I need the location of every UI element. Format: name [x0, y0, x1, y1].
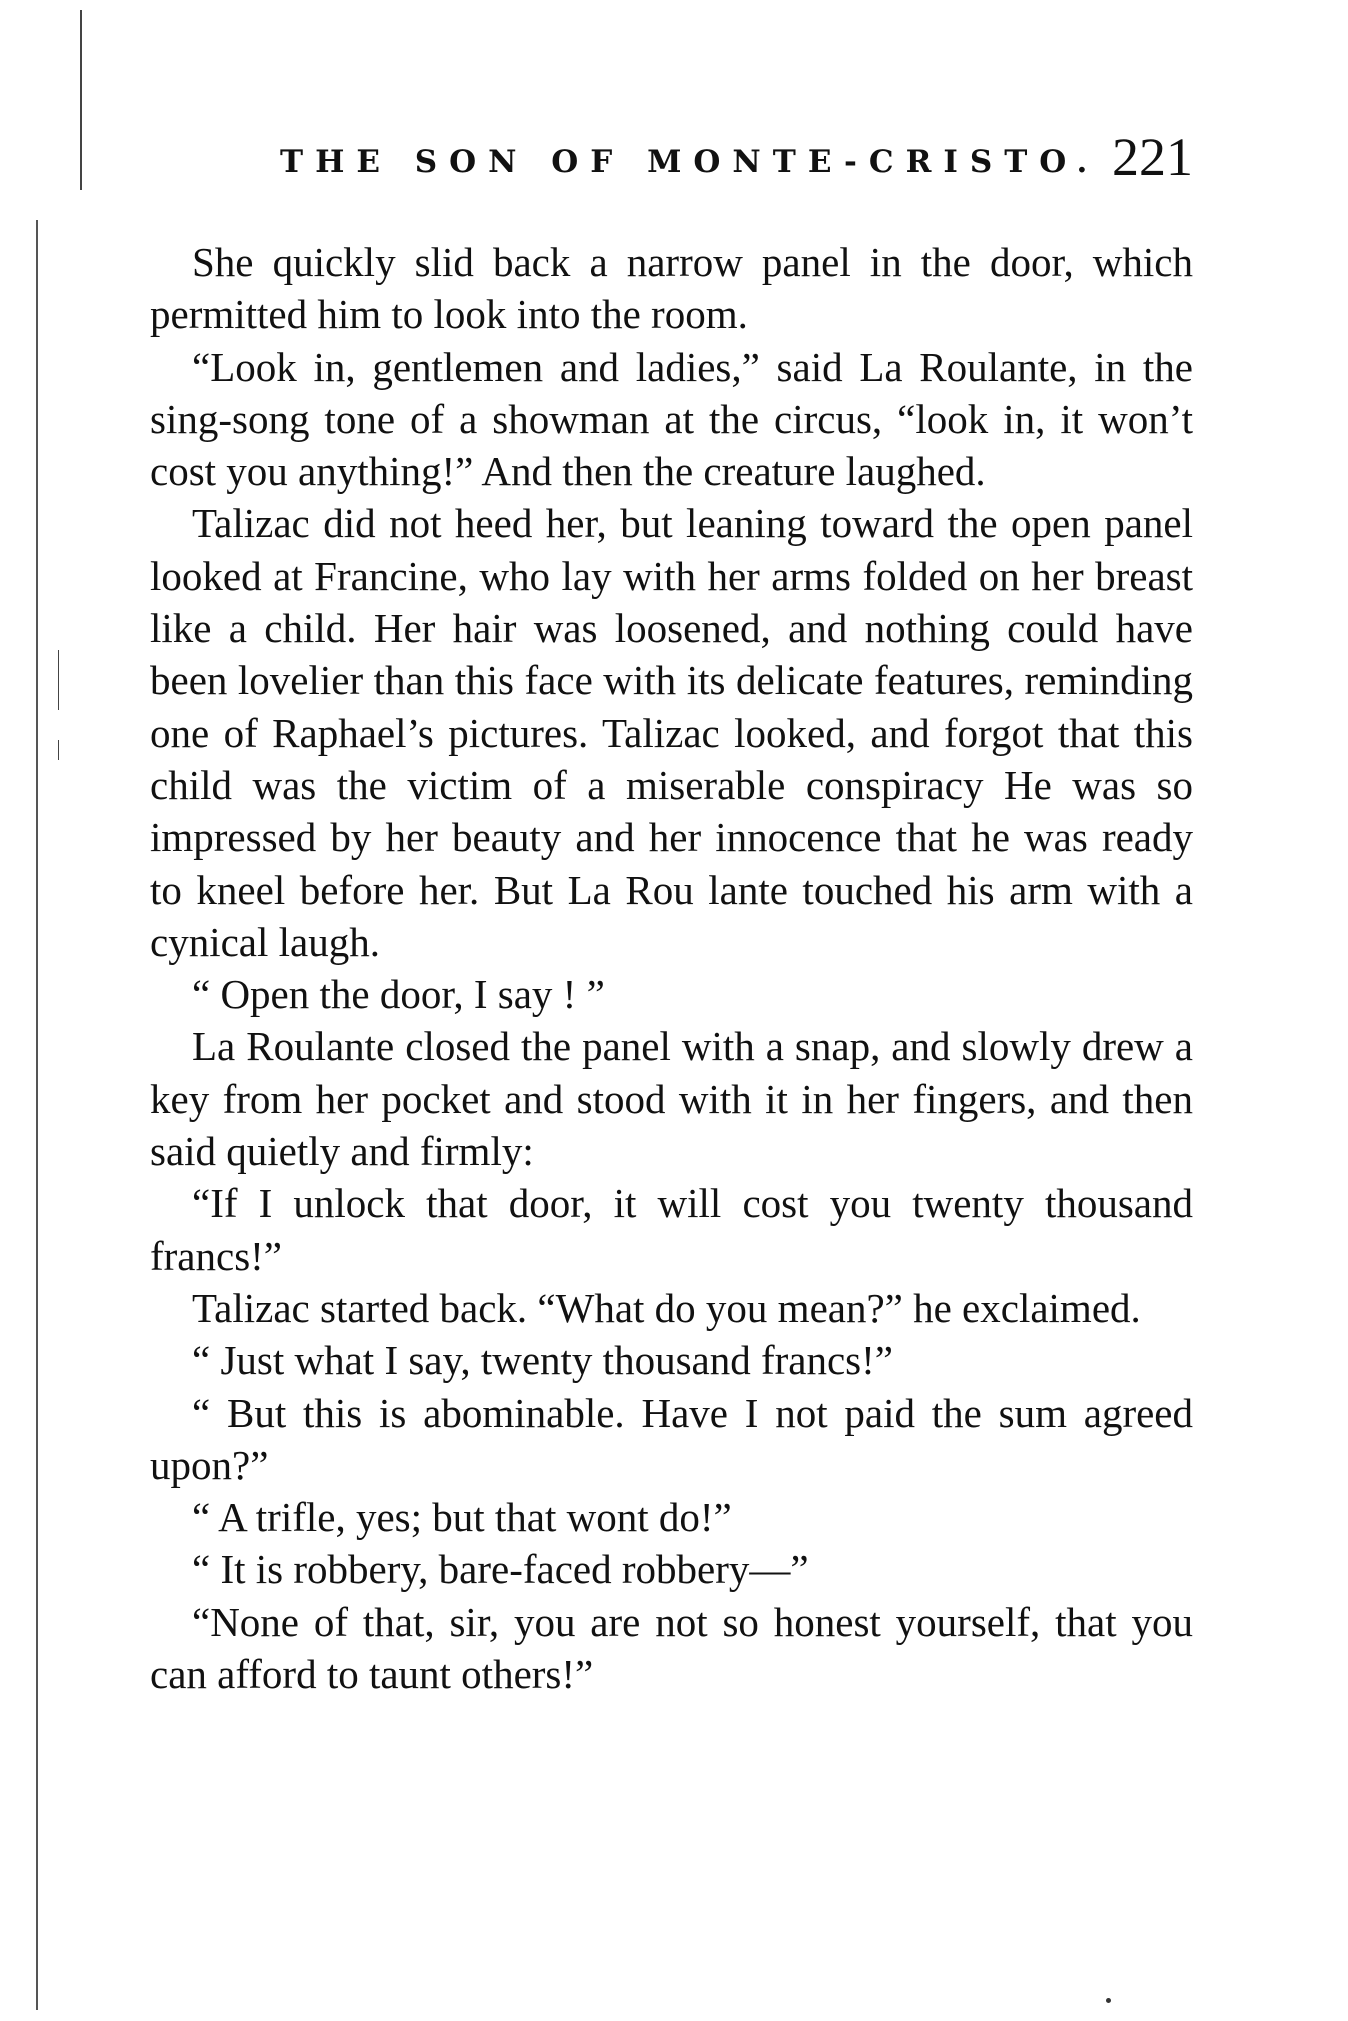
scan-speck	[1106, 1998, 1111, 2003]
running-head	[150, 126, 1193, 190]
running-title: THE SON OF MONTE-CRISTO.	[280, 144, 1100, 180]
paragraph: She quickly slid back a narrow panel in the door, which permitted him to look into the room.	[150, 239, 1193, 338]
scan-margin-line	[36, 220, 38, 2010]
paragraph: “ A trifle, yes; but that wont do!”	[192, 1494, 732, 1541]
paragraph: “None of that, sir, you are not so honest yourself, that you can afford to taunt others!”	[150, 1598, 1193, 1698]
paragraph: “ But this is abominable. Have I not paid the sum agreed upon?”	[150, 1389, 1193, 1488]
paragraph: La Roulante closed the panel with a snap, and slowly drew a key from her pocket and stood with it in her fingers, and then said quietly and firmly:	[150, 1023, 1193, 1175]
scan-margin-line	[80, 10, 82, 190]
paragraph: “Look in, gentlemen and ladies,” said La Roulante, in the sing-song tone of a showman at the circus, “look in, it won’t cost you anything!” And then the creature laughed.	[150, 343, 1193, 495]
paragraph: “ Just what I say, twenty thousand francs!”	[192, 1337, 893, 1384]
paragraph: Talizac did not heed her, but leaning toward the open panel looked at Francine, who lay with her arms folded on her breast like a child. Her hair was loosened, and nothing could have been lovelier than this face with its delicate features, reminding one of Raphael’s pictures. Talizac looked, and forgot that this child was the victim of a miserable conspiracy He was so impressed by her beauty and her innocence that he was ready to kneel before her. But La Rou lante touched his arm with a cynical laugh.	[150, 500, 1193, 965]
scan-margin-line	[58, 650, 59, 710]
paragraph: “ Open the door, I say ! ”	[192, 971, 605, 1018]
page-number: 221	[1112, 127, 1193, 187]
paragraph: “ It is robbery, bare-faced robbery—”	[192, 1546, 809, 1593]
paragraph: “If I unlock that door, it will cost you twenty thousand francs!”	[150, 1180, 1193, 1279]
scan-margin-line	[58, 740, 59, 760]
paragraph: Talizac started back. “What do you mean?” he exclaimed.	[192, 1284, 1141, 1331]
body-text	[150, 236, 1193, 1700]
